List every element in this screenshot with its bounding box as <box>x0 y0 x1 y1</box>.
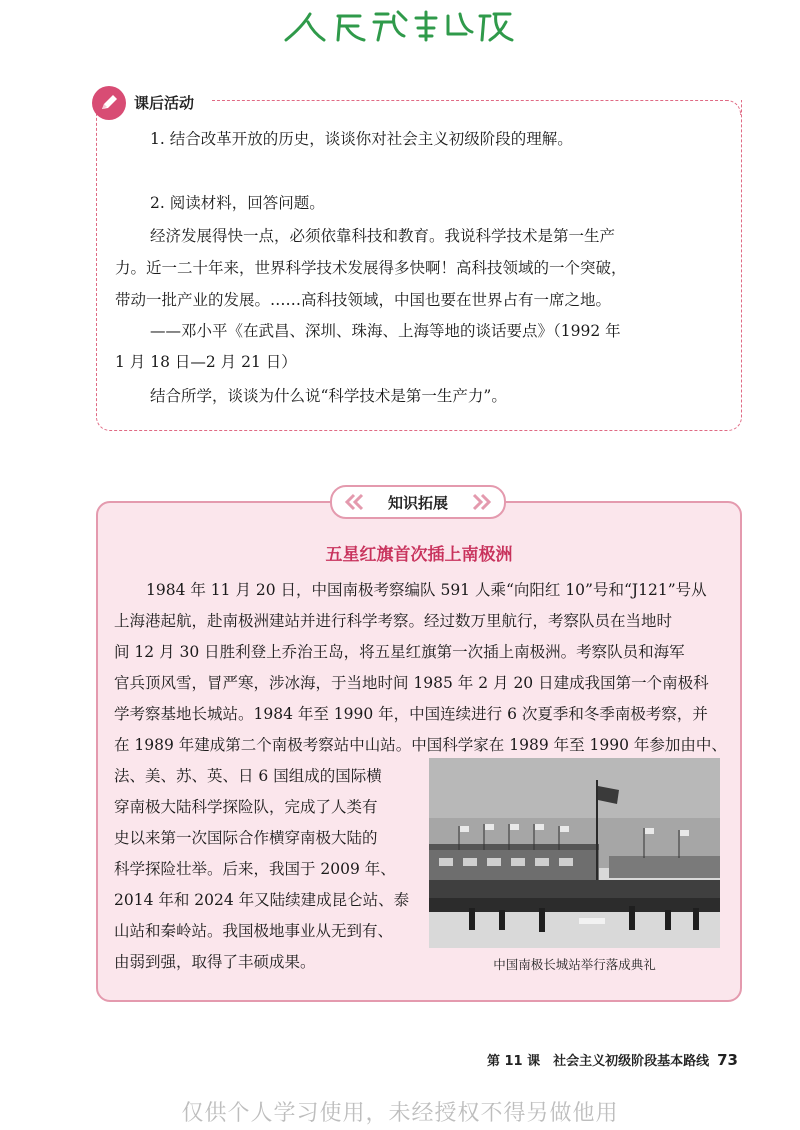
activity-heading: 课后活动 <box>134 94 195 112</box>
knowledge-label-tag <box>330 485 506 519</box>
knowledge-line-3: 间 12 月 30 日胜利登上乔治王岛，将五星红旗第一次插上南极洲。考察队员和海军 <box>114 643 685 661</box>
knowledge-wrap-line-7: 由弱到强，取得了丰硕成果。 <box>114 953 316 971</box>
knowledge-line-2: 上海港起航，赴南极洲建站并进行科学考察。经过数万里航行，考察队员在当地时 <box>114 612 673 630</box>
activity-question-1: 1. 结合改革开放的历史，谈谈你对社会主义初级阶段的理解。 <box>150 130 573 148</box>
station-ceremony-photo <box>429 758 720 948</box>
knowledge-wrap-line-3: 史以来第一次国际合作横穿南极大陆的 <box>114 829 378 847</box>
watermark: 仅供个人学习使用，未经授权不得另做他用 <box>181 1101 619 1126</box>
activity-badge <box>92 86 126 120</box>
page-footer <box>487 1050 738 1069</box>
quote-source-line-1: ——邓小平《在武昌、深圳、珠海、上海等地的谈话要点》（1992 年 <box>150 322 621 340</box>
knowledge-line-4: 官兵顶风雪，冒严寒，涉冰海，于当地时间 1985 年 2 月 20 日建成我国第一个南极科 <box>114 674 709 692</box>
page-number: 73 <box>717 1051 738 1069</box>
footer-lesson: 第 11 课 社会主义初级阶段基本路线 <box>486 1054 710 1069</box>
knowledge-line-5: 学考察基地长城站。1984 年至 1990 年，中国连续进行 6 次夏季和冬季南极考察，并 <box>114 705 708 723</box>
quote-line-1: 经济发展得快一点，必须依靠科技和教育。我说科学技术是第一生产 <box>150 227 616 245</box>
quote-source-line-2: 1 月 18 日—2 月 21 日） <box>115 353 297 371</box>
knowledge-label: 知识拓展 <box>387 494 448 512</box>
publisher-calligraphy-logo-icon <box>280 6 520 46</box>
chevron-right-icon <box>470 493 492 511</box>
activity-prompt: 结合所学，谈谈为什么说“科学技术是第一生产力”。 <box>150 387 507 405</box>
knowledge-line-1: 1984 年 11 月 20 日，中国南极考察编队 591 人乘“向阳红 10”号和“J121”号从 <box>146 581 707 599</box>
knowledge-line-6: 在 1989 年建成第二个南极考察站中山站。中国科学家在 1989 年至 1990 年参加由中、 <box>114 736 727 754</box>
knowledge-wrap-line-5: 2014 年和 2024 年又陆续建成昆仑站、泰 <box>114 891 410 909</box>
great-wall-station-ceremony-photo-icon <box>429 758 720 948</box>
activity-question-2: 2. 阅读材料，回答问题。 <box>150 194 325 212</box>
knowledge-wrap-line-2: 穿南极大陆科学探险队，完成了人类有 <box>114 798 378 816</box>
quote-line-2: 力。近一二十年来，世界科学技术发展得多快啊！高科技领域的一个突破， <box>115 259 627 277</box>
publisher-logo <box>280 6 520 46</box>
knowledge-title: 五星红旗首次插上南极洲 <box>325 545 513 565</box>
knowledge-wrap-line-4: 科学探险壮举。后来，我国于 2009 年、 <box>114 860 396 878</box>
activity-top-border <box>212 100 728 101</box>
quote-line-3: 带动一批产业的发展。……高科技领域，中国也要在世界占有一席之地。 <box>115 291 612 309</box>
knowledge-wrap-line-1: 法、美、苏、英、日 6 国组成的国际横 <box>114 767 382 785</box>
knowledge-wrap-line-6: 山站和秦岭站。我国极地事业从无到有、 <box>114 922 394 940</box>
pencil-icon <box>97 91 121 115</box>
photo-caption: 中国南极长城站举行落成典礼 <box>493 957 656 972</box>
